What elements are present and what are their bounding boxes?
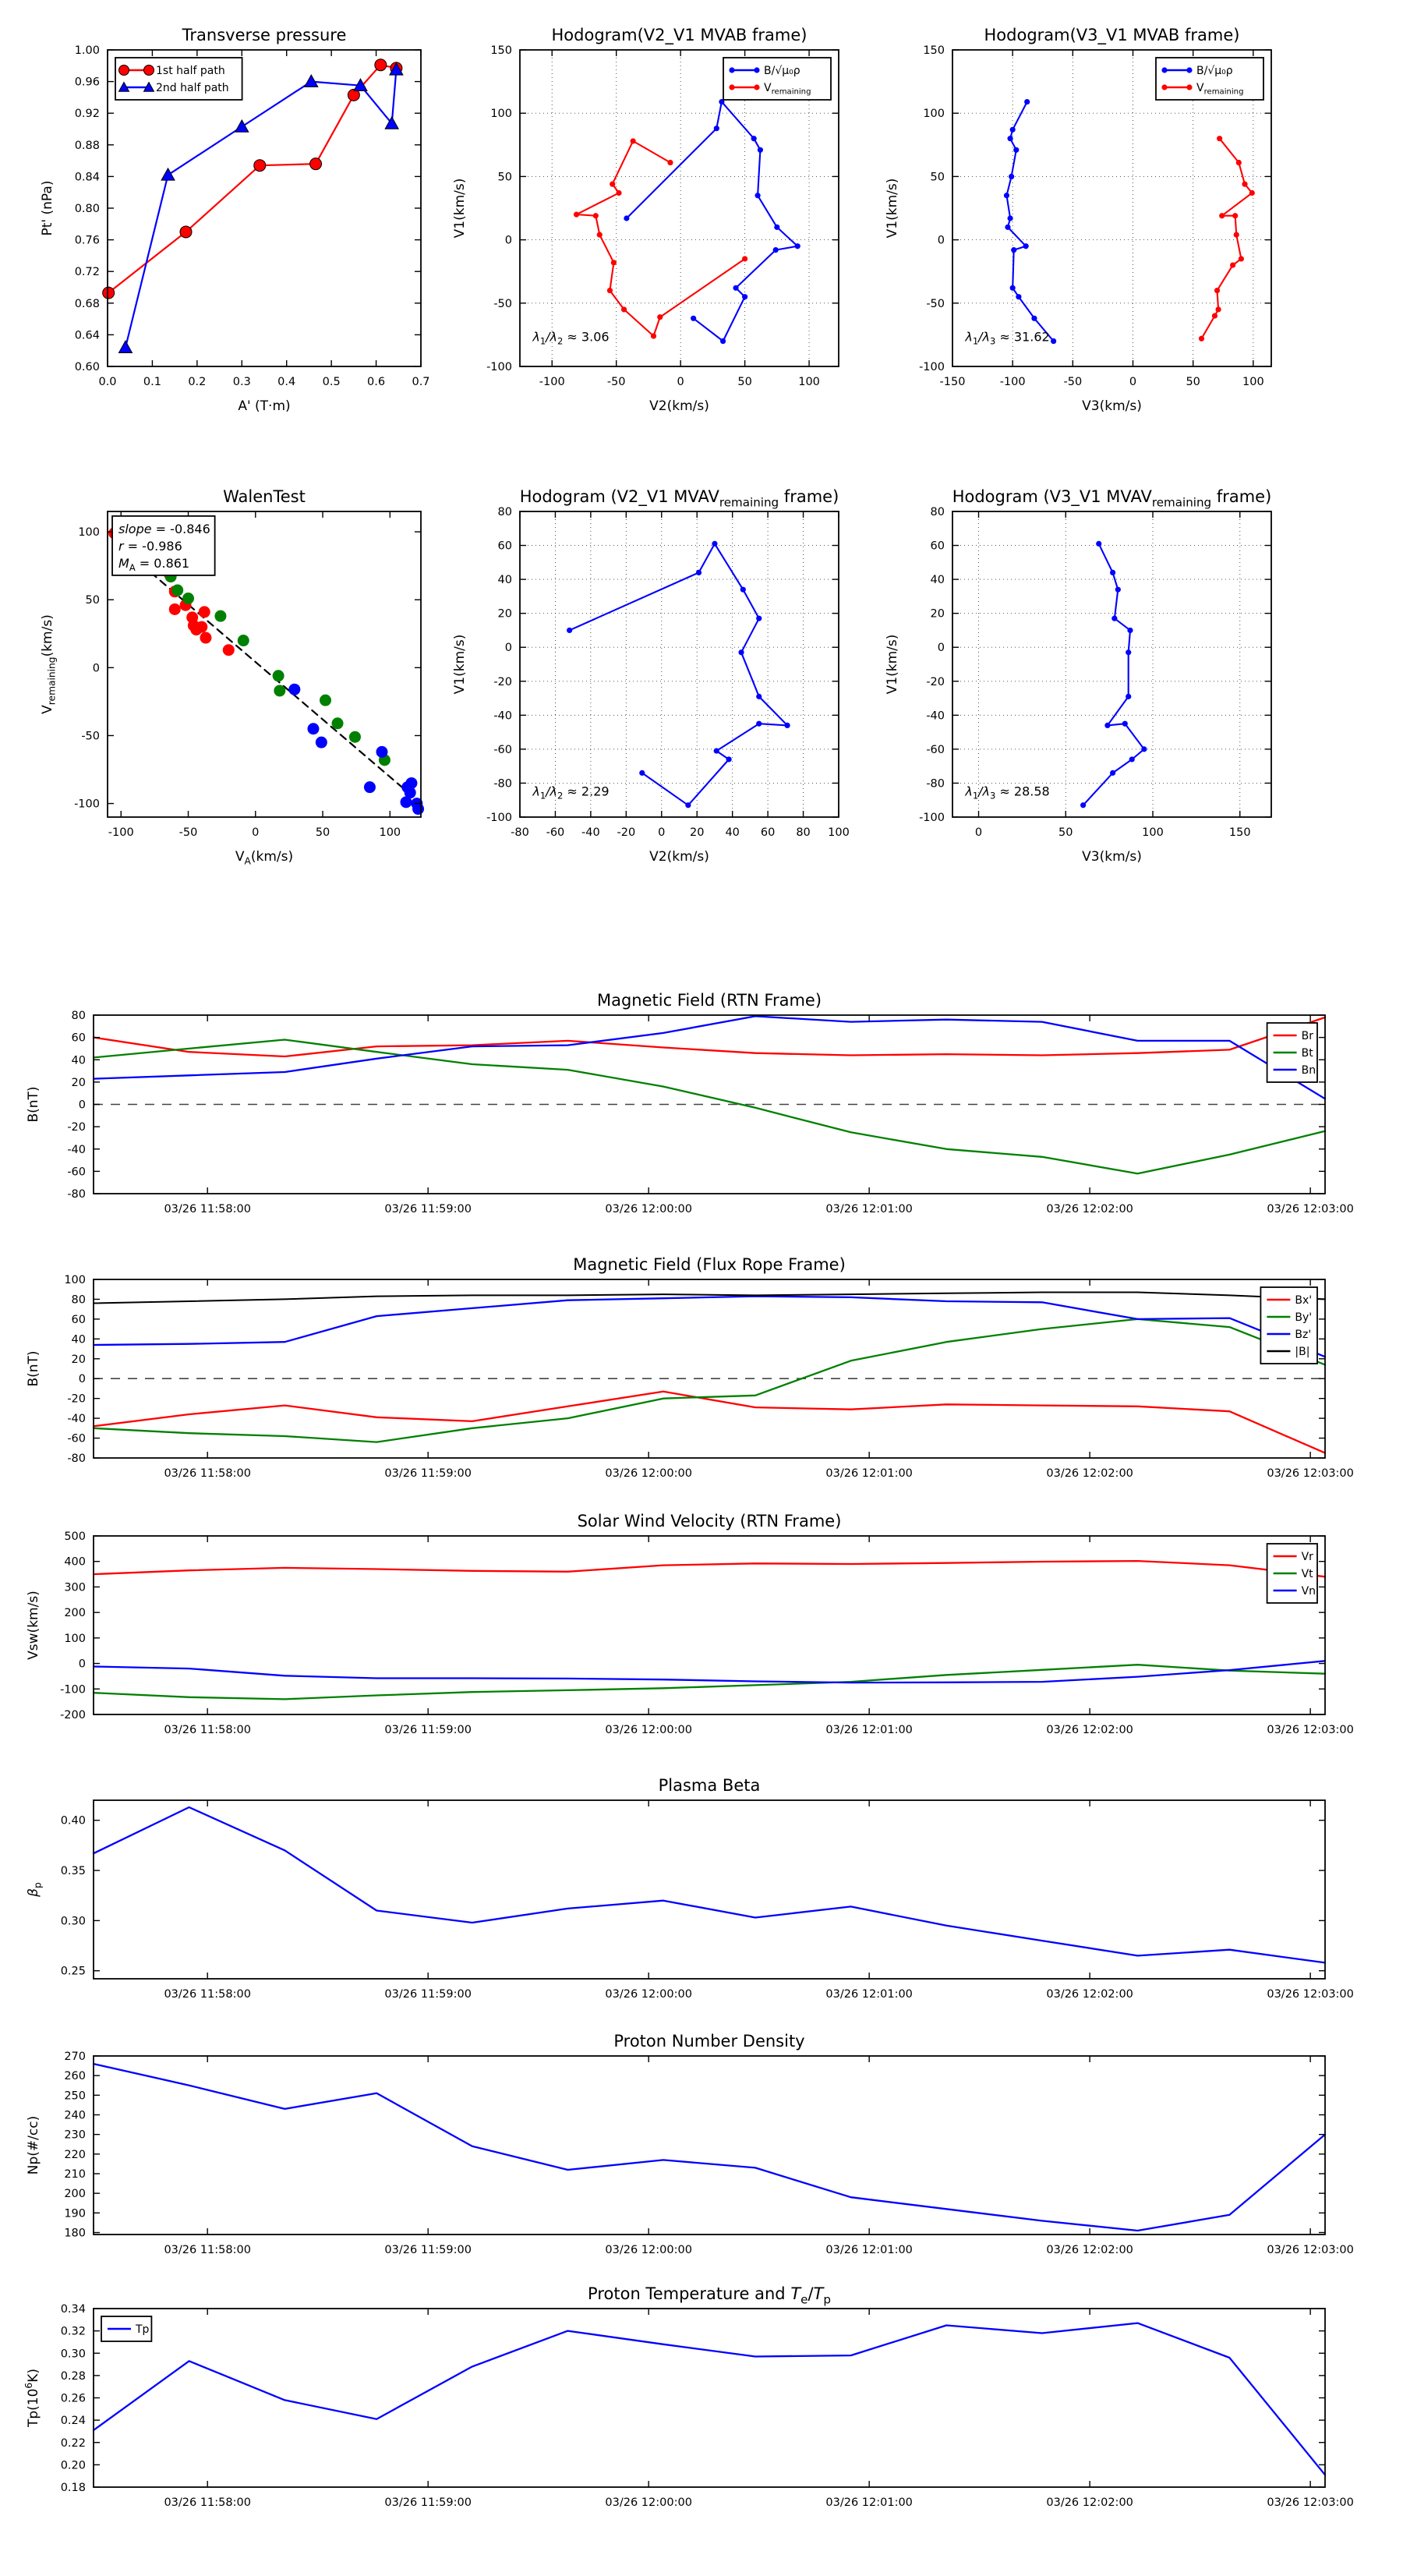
svg-text:0.92: 0.92 bbox=[74, 108, 100, 121]
svg-text:0.4: 0.4 bbox=[277, 376, 296, 388]
svg-text:-20: -20 bbox=[67, 1392, 86, 1406]
svg-text:Magnetic Field (Flux Rope Fram: Magnetic Field (Flux Rope Frame) bbox=[573, 1255, 846, 1274]
svg-text:20: 20 bbox=[497, 607, 512, 621]
svg-text:220: 220 bbox=[64, 2148, 86, 2161]
grid-lines bbox=[520, 511, 839, 817]
svg-text:03/26 12:03:00: 03/26 12:03:00 bbox=[1267, 2496, 1354, 2509]
svg-text:03/26 12:00:00: 03/26 12:00:00 bbox=[605, 1724, 692, 1736]
svg-text:0.32: 0.32 bbox=[60, 2325, 86, 2338]
svg-text:MA = 0.861: $M_A = 0.861$ bbox=[118, 555, 190, 573]
svg-text:240: 240 bbox=[64, 2109, 86, 2122]
svg-text:100: 100 bbox=[78, 526, 100, 540]
series-line-Vremaining bbox=[577, 141, 745, 336]
svg-text:03/26 12:01:00: 03/26 12:01:00 bbox=[825, 1988, 913, 2001]
svg-text:03/26 12:00:00: 03/26 12:00:00 bbox=[605, 2244, 692, 2256]
svg-text:50: 50 bbox=[85, 594, 100, 607]
svg-text:40: 40 bbox=[71, 1054, 86, 1067]
svg-text:-60: -60 bbox=[926, 743, 945, 756]
series-line-0 bbox=[94, 1807, 1325, 1962]
svg-text:-100: -100 bbox=[919, 361, 945, 373]
svg-text:B(nT): B(nT) bbox=[26, 1350, 41, 1387]
series-line-By' bbox=[94, 1319, 1325, 1442]
svg-text:03/26 12:01:00: 03/26 12:01:00 bbox=[825, 2244, 913, 2256]
svg-text:Tp: Tp bbox=[136, 2323, 150, 2336]
chart-transverse-pressure bbox=[40, 26, 430, 414]
annotation bbox=[532, 330, 609, 347]
series-line-Bx' bbox=[94, 1392, 1325, 1453]
svg-text:r = -0.986: r = -0.986 bbox=[118, 538, 182, 554]
data-series bbox=[574, 99, 800, 344]
svg-text:0: 0 bbox=[658, 826, 666, 839]
svg-text:03/26 11:58:00: 03/26 11:58:00 bbox=[164, 2244, 251, 2256]
svg-text:-100: -100 bbox=[539, 376, 565, 388]
annotation bbox=[532, 784, 609, 801]
svg-text:0.60: 0.60 bbox=[74, 361, 100, 373]
svg-text:0.88: 0.88 bbox=[74, 139, 100, 152]
data-series bbox=[1080, 541, 1147, 809]
svg-text:230: 230 bbox=[64, 2128, 86, 2142]
svg-text:300: 300 bbox=[64, 1581, 86, 1594]
series-line-Vr bbox=[94, 1561, 1325, 1576]
series-line-0 bbox=[570, 543, 788, 805]
svg-text:-50: -50 bbox=[493, 297, 512, 310]
svg-text:0: 0 bbox=[937, 234, 945, 247]
chart-magnetic-field-flux-rope bbox=[26, 1255, 1354, 1480]
svg-text:0.28: 0.28 bbox=[60, 2369, 86, 2383]
svg-text:2nd half path: 2nd half path bbox=[156, 82, 229, 94]
svg-text:-40: -40 bbox=[493, 709, 512, 723]
svg-text:Bn: Bn bbox=[1301, 1064, 1316, 1077]
svg-text:0: 0 bbox=[78, 1658, 86, 1671]
svg-text:0.64: 0.64 bbox=[74, 329, 100, 342]
chart-magnetic-field-rtn bbox=[26, 991, 1354, 1215]
svg-text:-50: -50 bbox=[178, 826, 198, 839]
axes-frame bbox=[94, 1536, 1325, 1714]
axes-frame bbox=[94, 2056, 1325, 2235]
svg-text:0.5: 0.5 bbox=[322, 376, 341, 388]
svg-text:0.7: 0.7 bbox=[412, 376, 430, 388]
series-line-B/√μ₀ρ bbox=[1007, 102, 1054, 341]
svg-text:03/26 12:01:00: 03/26 12:01:00 bbox=[825, 2496, 913, 2509]
svg-text:-50: -50 bbox=[1063, 376, 1083, 388]
svg-text:03/26 11:59:00: 03/26 11:59:00 bbox=[384, 2244, 472, 2256]
svg-text:80: 80 bbox=[497, 506, 512, 518]
svg-text:0: 0 bbox=[504, 234, 512, 247]
svg-text:0.2: 0.2 bbox=[188, 376, 207, 388]
svg-text:Vremaining: $V_{remaining}$ bbox=[1196, 82, 1244, 97]
svg-text:A' (T·m): A' (T·m) bbox=[238, 398, 291, 414]
svg-text:-40: -40 bbox=[67, 1143, 86, 1156]
svg-text:03/26 12:01:00: 03/26 12:01:00 bbox=[825, 1724, 913, 1736]
svg-text:03/26 11:59:00: 03/26 11:59:00 bbox=[384, 2496, 472, 2509]
svg-text:50: 50 bbox=[497, 171, 512, 184]
svg-text:V1(km/s): V1(km/s) bbox=[885, 178, 900, 239]
svg-text:Bx': Bx' bbox=[1295, 1294, 1313, 1307]
svg-text:100: 100 bbox=[1142, 826, 1164, 839]
svg-text:03/26 11:58:00: 03/26 11:58:00 bbox=[164, 1988, 251, 2001]
svg-text:Proton Temperature and Te/Tp: Proton Temperature and $T_e/T_p$ bbox=[588, 2284, 831, 2307]
svg-text:Tp(106K): $Tp(10^6K)$ bbox=[23, 2368, 41, 2428]
svg-text:slope = -0.846: slope = -0.846 bbox=[118, 521, 210, 536]
svg-text:60: 60 bbox=[71, 1031, 86, 1045]
svg-text:Bz': Bz' bbox=[1295, 1329, 1312, 1341]
axes-frame bbox=[94, 1279, 1325, 1458]
svg-text:40: 40 bbox=[930, 574, 945, 587]
svg-text:400: 400 bbox=[64, 1555, 86, 1569]
svg-text:0.80: 0.80 bbox=[74, 203, 100, 215]
svg-text:0.6: 0.6 bbox=[367, 376, 386, 388]
svg-text:V1(km/s): V1(km/s) bbox=[452, 634, 468, 695]
data-series bbox=[567, 541, 790, 809]
svg-text:270: 270 bbox=[64, 2051, 86, 2063]
svg-text:100: 100 bbox=[64, 1274, 86, 1286]
legend bbox=[1267, 1023, 1317, 1082]
svg-text:Hodogram(V3_V1 MVAB frame): Hodogram(V3_V1 MVAB frame) bbox=[984, 26, 1240, 44]
axes-frame bbox=[94, 1800, 1325, 1979]
series-line-0 bbox=[113, 540, 421, 804]
svg-text:0.34: 0.34 bbox=[60, 2303, 86, 2316]
svg-text:03/26 12:03:00: 03/26 12:03:00 bbox=[1267, 1467, 1354, 1480]
svg-text:Vn: Vn bbox=[1301, 1585, 1316, 1598]
chart-plasma-beta bbox=[26, 1776, 1354, 2001]
series-line-Br bbox=[94, 1017, 1325, 1056]
series-line-Vremaining bbox=[1202, 139, 1253, 339]
svg-text:-60: -60 bbox=[67, 1166, 86, 1179]
data-series bbox=[94, 1807, 1325, 1962]
svg-text:0.35: 0.35 bbox=[60, 1865, 86, 1878]
svg-text:0.84: 0.84 bbox=[74, 171, 100, 184]
svg-text:03/26 12:00:00: 03/26 12:00:00 bbox=[605, 1467, 692, 1480]
svg-text:0.96: 0.96 bbox=[74, 76, 100, 89]
svg-text:1st half path: 1st half path bbox=[156, 65, 225, 77]
axes-frame bbox=[520, 511, 839, 817]
svg-text:40: 40 bbox=[71, 1333, 86, 1346]
svg-text:100: 100 bbox=[923, 108, 945, 121]
svg-text:-100: -100 bbox=[74, 798, 100, 811]
series-line-2nd half path bbox=[125, 69, 396, 347]
svg-text:03/26 12:03:00: 03/26 12:03:00 bbox=[1267, 1203, 1354, 1215]
svg-text:-100: -100 bbox=[486, 361, 512, 373]
data-series bbox=[1004, 99, 1255, 344]
svg-text:20: 20 bbox=[689, 826, 705, 839]
svg-text:V1(km/s): V1(km/s) bbox=[452, 178, 468, 239]
series-line-Bz' bbox=[94, 1297, 1325, 1357]
svg-text:03/26 11:58:00: 03/26 11:58:00 bbox=[164, 1724, 251, 1736]
chart-solar-wind-velocity bbox=[26, 1512, 1354, 1736]
svg-text:80: 80 bbox=[796, 826, 811, 839]
series-line-Tp bbox=[94, 2323, 1325, 2475]
svg-text:03/26 11:58:00: 03/26 11:58:00 bbox=[164, 1467, 251, 1480]
svg-text:Vt: Vt bbox=[1301, 1568, 1313, 1580]
annotation bbox=[964, 784, 1049, 801]
svg-text:-20: -20 bbox=[617, 826, 636, 839]
svg-text:Proton Number Density: Proton Number Density bbox=[613, 2032, 805, 2051]
svg-text:λ1/λ2 ≈ 3.06: $\lambda_1/\lambda_2 \approx 3.06$ bbox=[532, 329, 610, 347]
svg-text:40: 40 bbox=[725, 826, 740, 839]
svg-text:100: 100 bbox=[798, 376, 820, 388]
svg-text:0.1: 0.1 bbox=[143, 376, 161, 388]
data-series bbox=[94, 1293, 1325, 1453]
svg-text:-150: -150 bbox=[939, 376, 966, 388]
chart-walen-test bbox=[40, 487, 424, 866]
svg-text:60: 60 bbox=[930, 540, 945, 553]
svg-text:0.22: 0.22 bbox=[60, 2436, 86, 2450]
legend bbox=[1156, 58, 1263, 100]
svg-text:-20: -20 bbox=[493, 675, 512, 688]
svg-text:λ1/λ3 ≈ 28.58: $\lambda_1/\lambda_3 \approx 28.58$ bbox=[965, 784, 1050, 801]
svg-text:03/26 12:00:00: 03/26 12:00:00 bbox=[605, 1203, 692, 1215]
svg-text:03/26 12:03:00: 03/26 12:03:00 bbox=[1267, 1724, 1354, 1736]
svg-text:500: 500 bbox=[64, 1530, 86, 1543]
svg-text:Br: Br bbox=[1301, 1030, 1313, 1042]
svg-text:100: 100 bbox=[828, 826, 850, 839]
svg-text:03/26 12:02:00: 03/26 12:02:00 bbox=[1046, 2244, 1133, 2256]
svg-text:0.0: 0.0 bbox=[98, 376, 117, 388]
svg-text:-80: -80 bbox=[926, 777, 945, 791]
svg-text:-50: -50 bbox=[81, 730, 100, 743]
svg-text:V3(km/s): V3(km/s) bbox=[1082, 398, 1142, 414]
svg-text:03/26 11:59:00: 03/26 11:59:00 bbox=[384, 1988, 472, 2001]
legend bbox=[115, 58, 242, 100]
svg-text:0.72: 0.72 bbox=[74, 266, 100, 279]
svg-text:-20: -20 bbox=[926, 675, 945, 688]
svg-text:0.40: 0.40 bbox=[60, 1814, 86, 1828]
svg-text:B/√μ₀ρ: B/√μ₀ρ bbox=[764, 65, 800, 77]
svg-text:-60: -60 bbox=[546, 826, 565, 839]
svg-text:0: 0 bbox=[504, 642, 512, 655]
svg-text:03/26 12:00:00: 03/26 12:00:00 bbox=[605, 2496, 692, 2509]
data-series bbox=[94, 1561, 1325, 1699]
svg-text:03/26 12:01:00: 03/26 12:01:00 bbox=[825, 1467, 913, 1480]
svg-text:20: 20 bbox=[71, 1076, 86, 1089]
svg-text:03/26 11:58:00: 03/26 11:58:00 bbox=[164, 1203, 251, 1215]
svg-text:-60: -60 bbox=[493, 743, 512, 756]
svg-text:-100: -100 bbox=[919, 812, 945, 824]
svg-text:Vsw(km/s): Vsw(km/s) bbox=[26, 1591, 41, 1660]
svg-text:03/26 12:02:00: 03/26 12:02:00 bbox=[1046, 1988, 1133, 2001]
svg-text:-40: -40 bbox=[67, 1413, 86, 1426]
legend bbox=[1267, 1544, 1317, 1603]
svg-text:0.76: 0.76 bbox=[74, 234, 100, 247]
svg-text:03/26 11:59:00: 03/26 11:59:00 bbox=[384, 1724, 472, 1736]
svg-text:Pt' (nPa): Pt' (nPa) bbox=[40, 180, 55, 236]
svg-text:B(nT): B(nT) bbox=[26, 1086, 41, 1123]
axis-ticks-and-labels bbox=[61, 2303, 1354, 2509]
svg-text:200: 200 bbox=[64, 1607, 86, 1620]
data-series bbox=[94, 2064, 1325, 2231]
data-series bbox=[94, 2323, 1325, 2475]
axis-ticks-and-labels bbox=[61, 1800, 1354, 2001]
svg-text:Vremaining(km/s): $V_{remaining}(km/s)$ bbox=[40, 614, 58, 714]
svg-text:βp: $\beta_p$ bbox=[26, 1882, 44, 1897]
svg-text:Transverse pressure: Transverse pressure bbox=[182, 26, 347, 44]
svg-text:0: 0 bbox=[677, 376, 684, 388]
svg-text:Bt: Bt bbox=[1301, 1047, 1313, 1060]
svg-text:03/26 11:59:00: 03/26 11:59:00 bbox=[384, 1467, 472, 1480]
axis-ticks-and-labels bbox=[64, 2051, 1354, 2256]
series-line-Bn bbox=[94, 1016, 1325, 1099]
svg-text:V1(km/s): V1(km/s) bbox=[885, 634, 900, 695]
svg-text:λ1/λ2 ≈ 2.29: $\lambda_1/\lambda_2 \approx 2.29$ bbox=[532, 784, 610, 801]
svg-text:20: 20 bbox=[71, 1353, 86, 1366]
svg-text:-80: -80 bbox=[67, 1453, 86, 1465]
svg-text:0: 0 bbox=[1129, 376, 1137, 388]
svg-text:60: 60 bbox=[497, 540, 512, 553]
svg-text:100: 100 bbox=[490, 108, 512, 121]
svg-text:80: 80 bbox=[930, 506, 945, 518]
series-line-0 bbox=[94, 2064, 1325, 2231]
svg-text:03/26 12:02:00: 03/26 12:02:00 bbox=[1046, 2496, 1133, 2509]
svg-text:|B|: |B| bbox=[1295, 1346, 1310, 1358]
svg-text:180: 180 bbox=[64, 2227, 86, 2240]
svg-text:Hodogram (V2_V1 MVAVremaining: Hodogram (V2_V1 $MVAV_{remaining}$ frame) bbox=[519, 487, 839, 510]
svg-text:03/26 12:03:00: 03/26 12:03:00 bbox=[1267, 2244, 1354, 2256]
series-line-0 bbox=[1083, 543, 1144, 805]
svg-text:60: 60 bbox=[760, 826, 776, 839]
svg-text:80: 80 bbox=[71, 1010, 86, 1022]
svg-text:Hodogram (V3_V1 MVAVremaining: Hodogram (V3_V1 $MVAV_{remaining}$ frame) bbox=[952, 487, 1272, 510]
svg-text:0: 0 bbox=[252, 826, 260, 839]
legend bbox=[723, 58, 831, 100]
svg-text:50: 50 bbox=[315, 826, 330, 839]
svg-text:Np(#/cc): Np(#/cc) bbox=[26, 2115, 41, 2175]
chart-proton-number-density bbox=[26, 2032, 1354, 2256]
svg-text:Solar Wind Velocity (RTN Frame: Solar Wind Velocity (RTN Frame) bbox=[577, 1512, 842, 1530]
svg-text:0.26: 0.26 bbox=[60, 2392, 86, 2405]
svg-text:-50: -50 bbox=[926, 297, 945, 310]
svg-text:-200: -200 bbox=[60, 1709, 86, 1721]
legend bbox=[1260, 1287, 1317, 1364]
svg-text:150: 150 bbox=[490, 44, 512, 57]
svg-text:250: 250 bbox=[64, 2089, 86, 2103]
svg-text:-40: -40 bbox=[581, 826, 600, 839]
svg-text:-100: -100 bbox=[999, 376, 1026, 388]
axis-ticks-and-labels bbox=[64, 1274, 1354, 1480]
svg-text:150: 150 bbox=[1228, 826, 1251, 839]
svg-text:-80: -80 bbox=[493, 777, 512, 791]
svg-text:Hodogram(V2_V1 MVAB frame): Hodogram(V2_V1 MVAB frame) bbox=[551, 26, 808, 44]
svg-text:60: 60 bbox=[71, 1313, 86, 1326]
annotation bbox=[964, 330, 1049, 347]
svg-text:03/26 12:02:00: 03/26 12:02:00 bbox=[1046, 1467, 1133, 1480]
svg-text:50: 50 bbox=[930, 171, 945, 184]
svg-text:1.00: 1.00 bbox=[74, 44, 100, 57]
svg-text:-100: -100 bbox=[60, 1683, 86, 1697]
svg-text:0.30: 0.30 bbox=[60, 1915, 86, 1928]
series-line-Vt bbox=[94, 1665, 1325, 1699]
svg-text:V3(km/s): V3(km/s) bbox=[1082, 849, 1142, 865]
svg-text:03/26 11:58:00: 03/26 11:58:00 bbox=[164, 2496, 251, 2509]
svg-text:50: 50 bbox=[1186, 376, 1200, 388]
svg-text:03/26 11:59:00: 03/26 11:59:00 bbox=[384, 1203, 472, 1215]
svg-text:0.20: 0.20 bbox=[60, 2459, 86, 2472]
svg-text:50: 50 bbox=[1058, 826, 1073, 839]
svg-text:0.30: 0.30 bbox=[60, 2348, 86, 2361]
legend bbox=[101, 2316, 151, 2341]
chart-hodogram-v3v1-mvab bbox=[885, 26, 1271, 414]
svg-text:0.68: 0.68 bbox=[74, 297, 100, 310]
svg-text:80: 80 bbox=[71, 1293, 86, 1307]
svg-text:Plasma Beta: Plasma Beta bbox=[658, 1776, 761, 1795]
svg-text:190: 190 bbox=[64, 2207, 86, 2220]
svg-text:-60: -60 bbox=[67, 1432, 86, 1445]
svg-text:200: 200 bbox=[64, 2188, 86, 2201]
series-line-Bt bbox=[94, 1040, 1325, 1174]
svg-text:-100: -100 bbox=[486, 812, 512, 824]
svg-text:40: 40 bbox=[497, 574, 512, 587]
svg-text:V2(km/s): V2(km/s) bbox=[649, 849, 709, 865]
svg-text:-80: -80 bbox=[67, 1188, 86, 1201]
svg-text:-80: -80 bbox=[511, 826, 529, 839]
svg-text:20: 20 bbox=[930, 607, 945, 621]
series-line-B/√μ₀ρ bbox=[627, 102, 797, 341]
svg-text:260: 260 bbox=[64, 2070, 86, 2083]
svg-text:100: 100 bbox=[64, 1632, 86, 1645]
svg-text:03/26 12:02:00: 03/26 12:02:00 bbox=[1046, 1203, 1133, 1215]
svg-text:0: 0 bbox=[974, 826, 983, 839]
svg-text:150: 150 bbox=[923, 44, 945, 57]
svg-text:0.3: 0.3 bbox=[232, 376, 251, 388]
svg-text:210: 210 bbox=[64, 2167, 86, 2181]
chart-hodogram-v2v1-mvab bbox=[452, 26, 839, 414]
svg-text:-20: -20 bbox=[67, 1121, 86, 1134]
svg-text:0.18: 0.18 bbox=[60, 2482, 86, 2494]
svg-text:03/26 12:02:00: 03/26 12:02:00 bbox=[1046, 1724, 1133, 1736]
svg-text:B/√μ₀ρ: B/√μ₀ρ bbox=[1196, 65, 1233, 77]
svg-text:0: 0 bbox=[937, 642, 945, 655]
svg-text:λ1/λ3 ≈ 31.62: $\lambda_1/\lambda_3 \approx 31.62$ bbox=[965, 329, 1050, 347]
svg-text:100: 100 bbox=[379, 826, 401, 839]
data-series bbox=[103, 59, 403, 353]
annotation bbox=[112, 516, 215, 575]
data-series bbox=[94, 1016, 1325, 1173]
svg-text:Vr: Vr bbox=[1301, 1551, 1313, 1563]
chart-hodogram-v3v1-mvav bbox=[885, 487, 1271, 865]
svg-text:Magnetic Field (RTN Frame): Magnetic Field (RTN Frame) bbox=[596, 991, 822, 1010]
svg-text:03/26 12:01:00: 03/26 12:01:00 bbox=[825, 1203, 913, 1215]
svg-text:Vremaining: $V_{remaining}$ bbox=[764, 82, 811, 97]
svg-text:By': By' bbox=[1295, 1311, 1313, 1324]
svg-text:0: 0 bbox=[78, 1099, 86, 1112]
svg-text:03/26 12:00:00: 03/26 12:00:00 bbox=[605, 1988, 692, 2001]
svg-text:WalenTest: WalenTest bbox=[223, 487, 306, 506]
chart-proton-temperature bbox=[23, 2284, 1354, 2509]
svg-text:0: 0 bbox=[78, 1373, 86, 1386]
chart-hodogram-v2v1-mvav bbox=[452, 487, 850, 865]
svg-text:-40: -40 bbox=[926, 709, 945, 723]
svg-text:100: 100 bbox=[1242, 376, 1264, 388]
svg-text:V2(km/s): V2(km/s) bbox=[649, 398, 709, 414]
svg-text:0.24: 0.24 bbox=[60, 2415, 86, 2428]
svg-text:03/26 12:03:00: 03/26 12:03:00 bbox=[1267, 1988, 1354, 2001]
svg-text:-50: -50 bbox=[606, 376, 626, 388]
svg-text:0.25: 0.25 bbox=[60, 1965, 86, 1978]
svg-text:0: 0 bbox=[92, 662, 100, 675]
svg-text:-100: -100 bbox=[108, 826, 134, 839]
svg-text:50: 50 bbox=[737, 376, 752, 388]
axis-ticks-and-labels bbox=[486, 506, 850, 839]
svg-text:VA(km/s): $V_A(km/s)$ bbox=[235, 849, 294, 867]
